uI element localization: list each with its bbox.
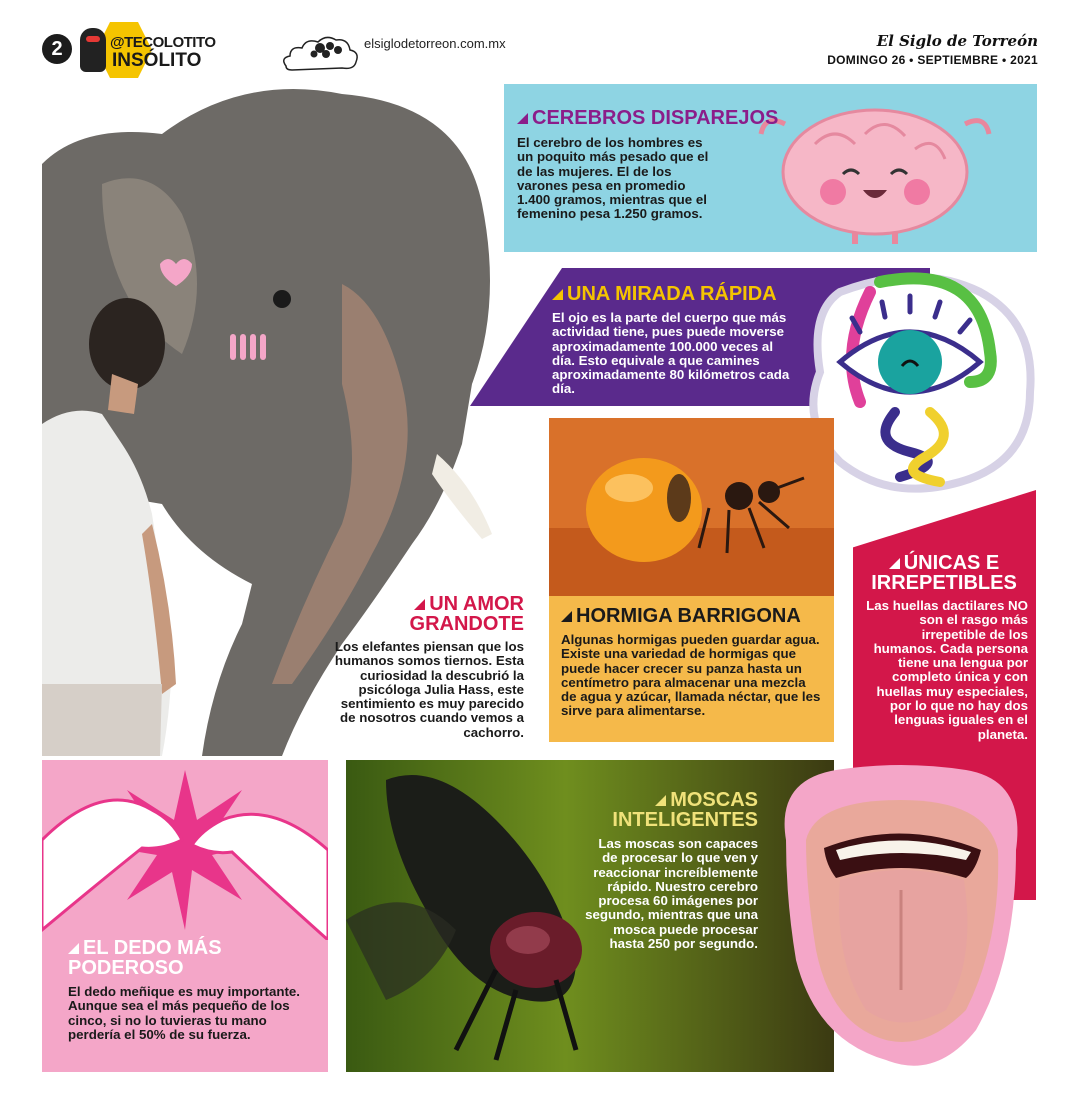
eye-title: UNA MIRADA RÁPIDA	[552, 284, 777, 304]
logo-line2: INSÓLITO	[112, 50, 202, 71]
ant-title: HORMIGA BARRIGONA	[561, 606, 801, 626]
ant-body: Algunas hormigas pueden guardar agua. Existe una variedad de hormigas que puede hacer crecer su panza hasta un centímetro para almacenar una mezcla de agua y azúcar, llamada néctar, que les sirve para alimentarse.	[561, 632, 821, 719]
newspaper-name: El Siglo de Torreón	[876, 32, 1038, 50]
pinky-title: EL DEDO MÁS PODEROSO	[68, 937, 222, 980]
site-url-link[interactable]: elsiglodetorreon.com.mx	[364, 36, 506, 51]
owl-logo-icon	[80, 28, 106, 72]
brain-title: CEREBROS DISPAREJOS	[517, 108, 778, 128]
page-number: 2	[42, 34, 72, 64]
elephant-title: UN AMOR GRANDOTE	[409, 593, 524, 636]
logo-line1: @TECOLOTITO	[110, 34, 216, 51]
brain-body: El cerebro de los hombres es un poquito más pesado que el de las mujeres. El de los varones pesa en promedio 1.400 gramos, mientras que el femenino pesa 1.250 gramos.	[517, 135, 709, 222]
section-logo	[78, 20, 216, 78]
elephant-body: Los elefantes piensan que los humanos somos tiernos. Esta curiosidad la descubrió la psicóloga Julia Hass, este sentimiento es muy parecido de nosotros cuando vemos a cachorro.	[334, 639, 524, 740]
tongue-photo	[776, 760, 1026, 1070]
pinky-promise-illustration	[42, 760, 328, 940]
flies-body: Las moscas son capaces de procesar lo que ven y reaccionar increíblemente rápido. Nuestro cerebro procesa 60 imágenes por segundo, mientras que una mosca puede procesar hasta 250 por segundo.	[585, 836, 758, 952]
fingerprints-title: ÚNICAS E IRREPETIBLES	[871, 552, 1017, 595]
pinky-body: El dedo meñique es muy importante. Aunque sea el más pequeño de los cinco, si no lo tuvieras tu mano perdería el 50% de su fuerza.	[68, 984, 301, 1042]
flies-title: MOSCAS INTELIGENTES	[612, 789, 758, 832]
brain-illustration	[755, 94, 995, 244]
ant-photo	[549, 418, 834, 596]
publication-date: DOMINGO 26 • SEPTIEMBRE • 2021	[827, 53, 1038, 67]
cloud-logo-icon	[280, 30, 360, 74]
fingerprints-body: Las huellas dactilares NO son el rasgo más irrepetible de los humanos. Cada persona tiene una lengua por completo única y con huellas muy especiales, por lo que no hay dos lenguas iguales en el planeta.	[866, 598, 1028, 742]
eye-body: El ojo es la parte del cuerpo que más actividad tiene, pues puede moverse aproximadamente 100.000 veces al día. Esto equivale a que camines aproximadamente 80 kilómetros cada día.	[552, 310, 790, 397]
eye-illustration	[800, 262, 1036, 498]
